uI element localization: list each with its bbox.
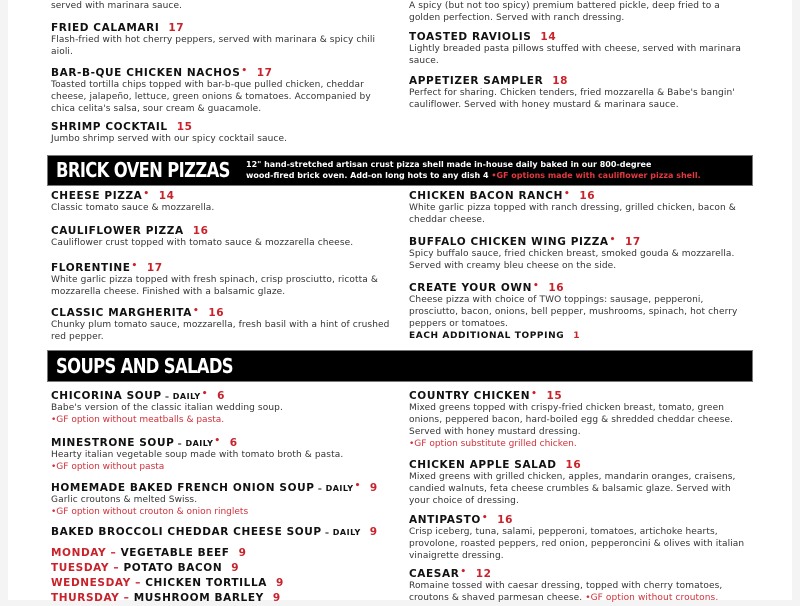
item-desc: Mixed greens topped with crispy-fried chicken breast, tomato, green onions, peppered bacon, hard-boiled egg & shredded cheddar cheese. Served with honey mustard dressing. bbox=[409, 403, 734, 437]
daily-label: – DAILY bbox=[321, 528, 361, 537]
daily-special-tuesday: TUESDAY – POTATO BACON 9 bbox=[51, 562, 240, 574]
daily-special-thursday: THURSDAY – MUSHROOM BARLEY 9 bbox=[51, 592, 281, 604]
item-price: 16 bbox=[208, 307, 225, 319]
item-price: 9 bbox=[238, 547, 247, 559]
item-price: 6 bbox=[217, 390, 225, 402]
menu-item-cheese-pizza bbox=[51, 189, 396, 214]
item-desc: Jumbo shrimp served with our spicy cocktail sauce. bbox=[51, 134, 288, 144]
menu-item-french-onion-soup bbox=[51, 481, 396, 518]
item-desc: Hearty italian vegetable soup made with tomato broth & pasta. bbox=[51, 450, 344, 460]
gf-star-icon: • bbox=[192, 306, 200, 316]
item-price: 9 bbox=[272, 592, 281, 604]
soup-name: POTATO BACON bbox=[123, 562, 223, 574]
item-price: 16 bbox=[565, 459, 582, 471]
item-desc: Chunky plum tomato sauce, mozzarella, fresh basil with a hint of crushed red pepper. bbox=[51, 320, 390, 342]
menu-item-chicken-bacon-ranch bbox=[409, 189, 754, 226]
item-desc: Toasted tortilla chips topped with bar-b-que pulled chicken, cheddar cheese, jalapeño, lettuce, green onions & tomatoes. Accompanied by chica celita's salsa, sour cream & guacamole. bbox=[51, 80, 371, 114]
item-price: 16 bbox=[579, 190, 596, 202]
gf-star-icon: • bbox=[214, 436, 221, 446]
item-name: BUFFALO CHICKEN WING PIZZA bbox=[409, 236, 609, 248]
item-price: 17 bbox=[146, 262, 163, 274]
item-price: 17 bbox=[168, 22, 185, 34]
menu-item-classic-margherita bbox=[51, 306, 396, 343]
daily-label: – DAILY bbox=[174, 439, 214, 448]
menu-item-florentine bbox=[51, 261, 396, 298]
day-label: TUESDAY bbox=[51, 562, 110, 574]
menu-item-shrimp-cocktail bbox=[51, 121, 396, 145]
section-title: BRICK OVEN PIZZAS bbox=[56, 158, 230, 182]
item-name: EACH ADDITIONAL TOPPING bbox=[409, 331, 565, 341]
gf-star-icon: • bbox=[531, 389, 538, 399]
item-desc: Cheese pizza with choice of TWO toppings: sausage, pepperoni, prosciutto, bacon, onions, bell pepper, mushrooms, spinach, hot cherry peppers or tomatoes. bbox=[409, 295, 738, 329]
day-label: WEDNESDAY bbox=[51, 577, 131, 589]
menu-item-chicken-apple-salad bbox=[409, 459, 754, 507]
gf-star-icon: • bbox=[481, 513, 489, 523]
daily-label: – DAILY bbox=[161, 392, 201, 401]
item-name: BAR-B-QUE CHICKEN NACHOS bbox=[51, 67, 241, 79]
gf-star-icon: • bbox=[609, 235, 617, 245]
item-name: ANTIPASTO bbox=[409, 514, 481, 526]
section-title: SOUPS AND SALADS bbox=[56, 354, 233, 378]
day-label: THURSDAY bbox=[51, 592, 120, 604]
item-name: CAULIFLOWER PIZZA bbox=[51, 225, 184, 237]
menu-item-chicorina-soup bbox=[51, 389, 396, 426]
menu-item-broccoli-cheddar-soup bbox=[51, 526, 396, 538]
section-header-soups-salads bbox=[47, 350, 753, 382]
gf-note: •GF options made with cauliflower pizza shell. bbox=[491, 171, 701, 180]
item-desc: Lightly breaded pasta pillows stuffed with cheese, served with marinara sauce. bbox=[409, 44, 742, 66]
gf-star-icon: • bbox=[563, 189, 571, 199]
item-price: 15 bbox=[546, 390, 563, 402]
gf-star-icon: • bbox=[460, 567, 467, 577]
section-note bbox=[246, 159, 701, 181]
item-desc: Garlic croutons & melted Swiss. bbox=[51, 495, 198, 505]
item-price: 17 bbox=[625, 236, 641, 248]
item-name: TOASTED RAVIOLIS bbox=[409, 31, 532, 43]
gf-option: •GF option substitute grilled chicken. bbox=[409, 439, 577, 449]
section-note-line2: wood-fired brick oven. Add-on long hots to any dish 4 bbox=[246, 171, 492, 180]
item-price: 9 bbox=[275, 577, 284, 589]
menu-item-appetizer-sampler bbox=[409, 75, 754, 111]
gf-star-icon: • bbox=[241, 66, 248, 76]
menu-item-create-your-own bbox=[409, 281, 754, 341]
gf-star-icon: • bbox=[532, 281, 540, 291]
menu-item-country-chicken bbox=[409, 389, 754, 450]
item-price: 16 bbox=[548, 282, 565, 294]
section-header-pizzas bbox=[47, 155, 753, 186]
item-desc: Babe's version of the classic italian wedding soup. bbox=[51, 403, 283, 413]
item-price: 12 bbox=[475, 568, 492, 580]
item-price: 16 bbox=[497, 514, 514, 526]
gf-option: •GF option without crouton & onion ringlets bbox=[51, 507, 249, 517]
gf-star-icon: • bbox=[143, 189, 150, 199]
daily-label: – DAILY bbox=[314, 484, 354, 493]
item-name: HOMEMADE BAKED FRENCH ONION SOUP bbox=[51, 482, 315, 494]
appetizer-desc-cutoff: served with marinara sauce. bbox=[51, 1, 183, 11]
menu-item-minestrone-soup bbox=[51, 436, 396, 473]
item-name: FRIED CALAMARI bbox=[51, 22, 160, 34]
item-name: CHEESE PIZZA bbox=[51, 190, 143, 202]
menu-item-caesar bbox=[409, 567, 754, 604]
item-price: 1 bbox=[573, 331, 581, 341]
item-name: MINESTRONE SOUP bbox=[51, 437, 175, 449]
menu-item-bbq-chicken-nachos bbox=[51, 66, 396, 115]
menu-item-buffalo-chicken-wing-pizza bbox=[409, 235, 754, 272]
item-name: APPETIZER SAMPLER bbox=[409, 75, 544, 87]
daily-special-monday: MONDAY – VEGETABLE BEEF 9 bbox=[51, 547, 247, 559]
menu-item-fried-calamari bbox=[51, 22, 396, 58]
daily-special-wednesday: WEDNESDAY – CHICKEN TORTILLA 9 bbox=[51, 577, 284, 589]
item-desc: Mixed greens with grilled chicken, apples, mandarin oranges, craisens, candied walnuts, feta cheese crumbles & balsamic glaze. Served with your choice of dressing. bbox=[409, 472, 736, 506]
item-name: SHRIMP COCKTAIL bbox=[51, 121, 168, 133]
soup-name: CHICKEN TORTILLA bbox=[145, 577, 267, 589]
item-name: CHICKEN BACON RANCH bbox=[409, 190, 563, 202]
item-name: CAESAR bbox=[409, 568, 460, 580]
item-name: CHICORINA SOUP bbox=[51, 390, 162, 402]
menu-item-cauliflower-pizza bbox=[51, 225, 396, 249]
item-name: FLORENTINE bbox=[51, 262, 131, 274]
item-price: 9 bbox=[231, 562, 240, 574]
item-price: 6 bbox=[229, 437, 238, 449]
section-note-line1: 12" hand-stretched artisan crust pizza shell made in-house daily baked in our 800-degree bbox=[246, 160, 652, 169]
item-name: BAKED BROCCOLI CHEDDAR CHEESE SOUP bbox=[51, 526, 322, 538]
soup-name: MUSHROOM BARLEY bbox=[133, 592, 264, 604]
menu-item-toasted-raviolis bbox=[409, 31, 754, 67]
item-price: 15 bbox=[176, 121, 193, 133]
item-price: 14 bbox=[540, 31, 557, 43]
item-desc: Spicy buffalo sauce, fried chicken breast, smoked gouda & mozzarella. Served with creamy bleu cheese on the side. bbox=[409, 249, 735, 271]
item-desc: Crisp iceberg, tuna, salami, pepperoni, tomatoes, artichoke hearts, provolone, roasted peppers, red onion, pepperoncini & olives with italian vinaigrette dressing. bbox=[409, 527, 745, 561]
item-price: 14 bbox=[158, 190, 175, 202]
item-desc: White garlic pizza topped with ranch dressing, grilled chicken, bacon & cheddar cheese. bbox=[409, 203, 736, 225]
item-desc: Flash-fried with hot cherry peppers, served with marinara & spicy chili aioli. bbox=[51, 35, 376, 57]
gf-option: •GF option without meatballs & pasta. bbox=[51, 415, 225, 425]
gf-star-icon: • bbox=[201, 389, 209, 399]
item-price: 9 bbox=[369, 482, 378, 494]
item-name: CHICKEN APPLE SALAD bbox=[409, 459, 557, 471]
appetizer-desc-fried-pickle: A spicy (but not too spicy) premium battered pickle, deep fried to a golden perfection. Served with ranch dressing. bbox=[409, 1, 720, 23]
gf-option: •GF option without pasta bbox=[51, 462, 165, 472]
item-name: CLASSIC MARGHERITA bbox=[51, 307, 192, 319]
day-label: MONDAY bbox=[51, 547, 107, 559]
menu-item-antipasto bbox=[409, 513, 754, 562]
gf-option: •GF option without croutons. bbox=[585, 593, 719, 603]
item-desc: Cauliflower crust topped with tomato sauce & mozzarella cheese. bbox=[51, 238, 354, 248]
item-desc: Classic tomato sauce & mozzarella. bbox=[51, 203, 215, 213]
soup-name: VEGETABLE BEEF bbox=[120, 547, 230, 559]
item-desc: Perfect for sharing. Chicken tenders, fried mozzarella & Babe's bangin' cauliflower. Served with honey mustard & marinara sauce. bbox=[409, 88, 735, 110]
item-name: COUNTRY CHICKEN bbox=[409, 390, 531, 402]
item-price: 9 bbox=[369, 526, 378, 538]
gf-star-icon: • bbox=[131, 261, 138, 271]
daily-soup-specials bbox=[51, 546, 396, 606]
item-price: 17 bbox=[256, 67, 273, 79]
item-price: 18 bbox=[552, 75, 569, 87]
gf-star-icon: • bbox=[354, 481, 361, 491]
item-desc: White garlic pizza topped with fresh spinach, crisp prosciutto, ricotta & mozzarella cheese. Finished with a balsamic glaze. bbox=[51, 275, 378, 297]
item-price: 16 bbox=[192, 225, 209, 237]
item-desc: Romaine tossed with caesar dressing, topped with cherry tomatoes, croutons & shaved parmesan cheese. bbox=[409, 581, 723, 603]
item-name: CREATE YOUR OWN bbox=[409, 282, 532, 294]
